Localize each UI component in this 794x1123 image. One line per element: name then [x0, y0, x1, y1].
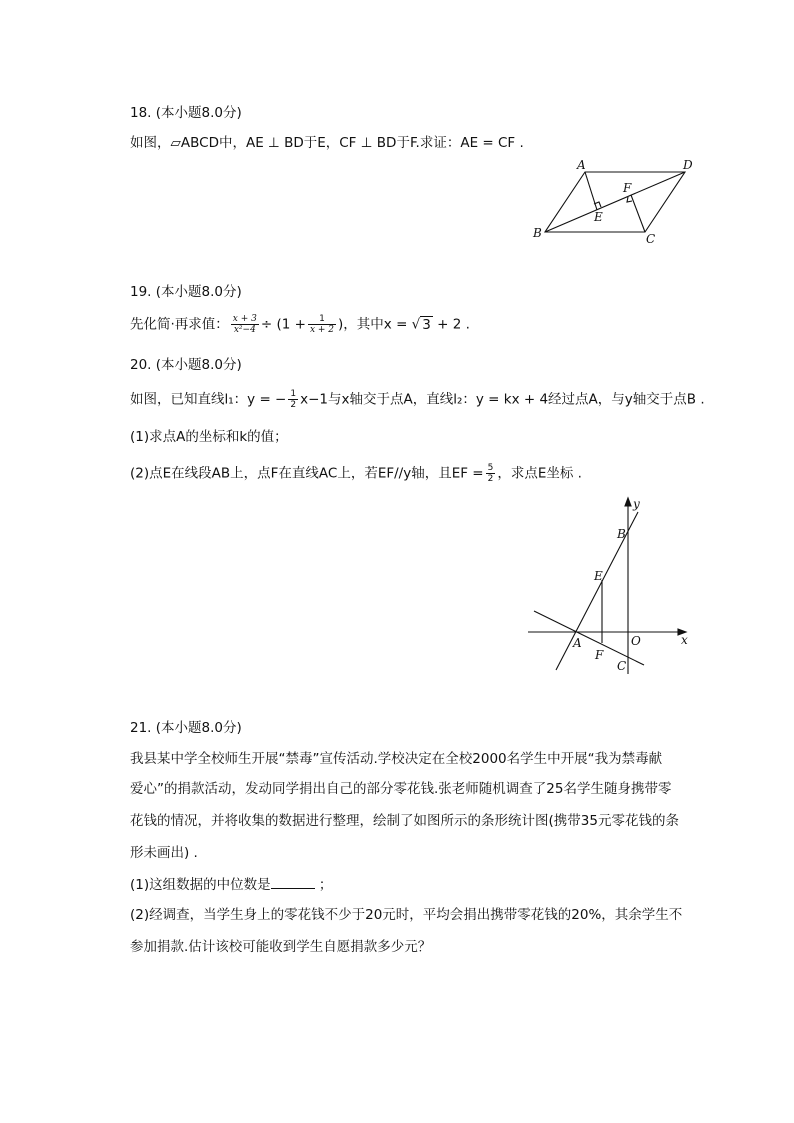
- q20-part2-text-b: ，求点E坐标 .: [497, 465, 582, 482]
- label-o: O: [631, 634, 641, 648]
- label-y: y: [633, 497, 640, 511]
- q20-part2-text-a: (2)点E在线段AB上，点F在直线AC上，若EF//y轴，且EF =: [130, 465, 484, 482]
- q19-stem: 先化简·再求值： $\frac{x + 3}{\text{x²−4}}$ ÷ (1 + $\frac{1}{x + 2}$ )，其中x = √ 3 + 2 .: [130, 314, 470, 335]
- label-c: C: [646, 232, 656, 246]
- label-a: A: [573, 636, 582, 650]
- label-d: D: [683, 158, 693, 172]
- q21-line-3: 花钱的情况，并将收集的数据进行整理，绘制了如图所示的条形统计图(携带35元零花钱的条: [130, 813, 679, 829]
- q21-part1-text: (1)这组数据的中位数是: [130, 877, 271, 893]
- q21-part1-end: ；: [318, 877, 333, 893]
- label-f: F: [595, 648, 604, 662]
- label-c: C: [617, 659, 627, 673]
- q18-stem: 如图，▱ABCD中，AE ⊥ BD于E，CF ⊥ BD于F.求证：AE = CF .: [130, 135, 524, 151]
- y-axis-arrow: [625, 498, 631, 506]
- q18-header: 18. (本小题8.0分): [130, 105, 242, 121]
- answer-blank: [271, 874, 315, 889]
- q19-text-c: + 2 .: [437, 316, 470, 333]
- q20-text-b: x−1与x轴交于点A，直线l₂：y = kx + 4经过点A，与y轴交于点B .: [300, 391, 705, 408]
- q21-line-2: 爱心”的捐款活动，发动同学捐出自己的部分零花钱.张老师随机调查了25名学生随身携带零: [130, 781, 672, 797]
- q19-operator: ÷ (1 +: [260, 316, 306, 333]
- q21-part1: [130, 874, 332, 895]
- q20-part2-fraction: $\frac{5}{2}$: [487, 463, 494, 484]
- q21-line-1: 我县某中学全校师生开展“禁毒”宣传活动.学校决定在全校2000名学生中开展“我为禁毒献: [130, 751, 663, 767]
- label-a: A: [577, 158, 586, 172]
- q21-header: 21. (本小题8.0分): [130, 720, 242, 736]
- label-x: x: [681, 633, 688, 647]
- segment-cf: [631, 195, 645, 232]
- q19-header: 19. (本小题8.0分): [130, 284, 242, 300]
- q20-fraction: $\frac{1}{2}$: [290, 389, 297, 410]
- diagonal-bd: [545, 172, 685, 232]
- q20-text-a: 如图，已知直线l₁：y = −: [130, 391, 287, 408]
- q19-text-b: )，其中x =: [338, 316, 408, 333]
- label-b: B: [533, 226, 542, 240]
- label-e: E: [594, 210, 603, 224]
- label-b: B: [617, 527, 626, 541]
- q20-header: 20. (本小题8.0分): [130, 357, 242, 373]
- right-angle-f: [627, 197, 632, 202]
- label-e: E: [594, 569, 603, 583]
- q20-coordinate-figure: [520, 492, 700, 678]
- segment-ae: [585, 172, 597, 210]
- q19-sqrt: 3: [422, 316, 431, 333]
- q18-parallelogram-figure: [525, 152, 705, 248]
- q21-part2-line-1: (2)经调查，当学生身上的零花钱不少于20元时，平均会捐出携带零花钱的20%，其余学生不: [130, 907, 683, 923]
- label-f: F: [623, 181, 632, 195]
- q20-stem: [130, 389, 705, 410]
- q19-text-a: 先化简·再求值：: [130, 316, 229, 333]
- q20-part1: (1)求点A的坐标和k的值；: [130, 429, 288, 445]
- q19-fraction-1: $\frac{x + 3}{\text{x²−4}}$: [232, 314, 257, 335]
- q21-part2-line-2: 参加捐款.估计该校可能收到学生自愿捐款多少元？: [130, 939, 432, 955]
- q20-part2: [130, 463, 582, 484]
- q21-line-4: 形未画出) .: [130, 845, 198, 861]
- q19-fraction-2: $\frac{1}{x + 2}$: [309, 314, 335, 335]
